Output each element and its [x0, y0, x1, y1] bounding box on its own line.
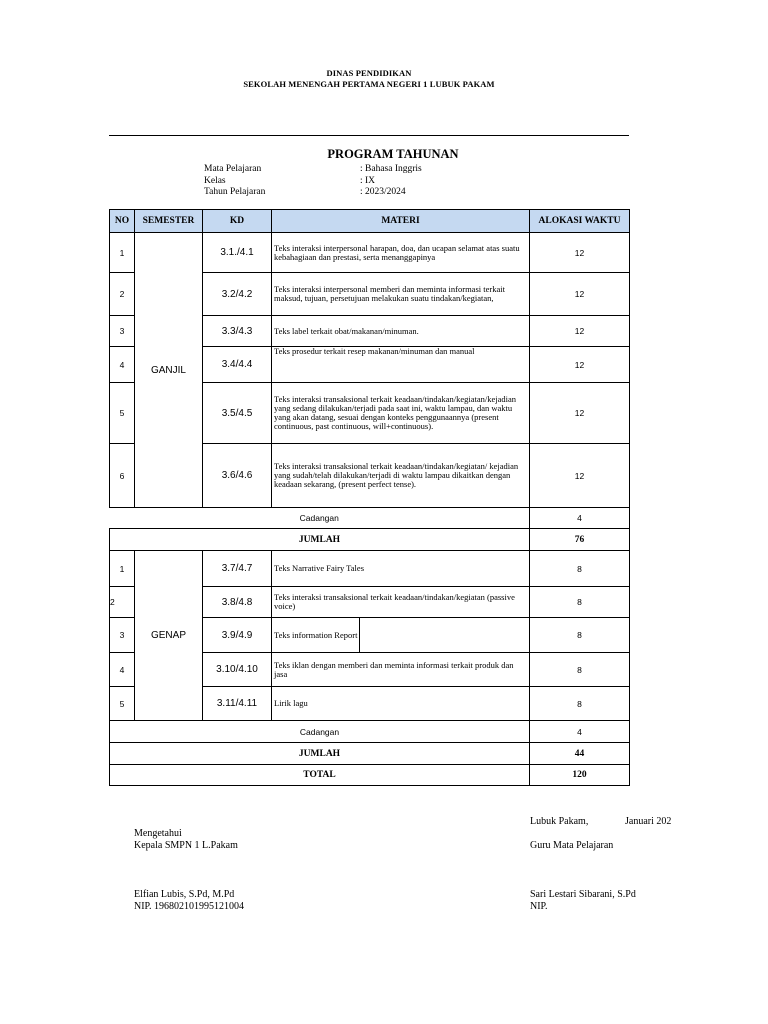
info-label-mapel: Mata Pelajaran	[204, 164, 262, 174]
row-materi: Teks interaksi interpersonal memberi dan meminta informasi terkait maksud, tujuan, persetujuan melakukan suatu tindakan/kegiatan,	[272, 273, 530, 316]
row-materi: Teks prosedur terkait resep makanan/minuman dan manual	[272, 347, 530, 383]
signature-right-name: Sari Lestari Sibarani, S.Pd	[530, 889, 636, 900]
row-no: 3	[110, 618, 135, 653]
row-alokasi: 8	[530, 587, 630, 618]
program-tahunan-table	[109, 209, 630, 786]
row-kd: 3.11/4.11	[203, 687, 272, 721]
info-value-mapel: : Bahasa Inggris	[360, 164, 422, 174]
signature-date: Januari 202	[625, 816, 672, 827]
jumlah-value: 44	[530, 743, 630, 765]
jumlah-row-ganjil	[110, 529, 630, 551]
row-kd: 3.10/4.10	[203, 653, 272, 687]
row-no: 1	[110, 233, 135, 273]
row-no: 4	[110, 347, 135, 383]
table-row	[110, 551, 630, 587]
row-alokasi: 8	[530, 653, 630, 687]
info-label-kelas: Kelas	[204, 176, 226, 186]
info-value-kelas: : IX	[360, 176, 376, 186]
row-no: 3	[110, 316, 135, 347]
jumlah-label: JUMLAH	[110, 743, 530, 765]
row-no: 2	[110, 273, 135, 316]
page-title: PROGRAM TAHUNAN	[327, 147, 459, 161]
table-header-row	[110, 210, 630, 233]
cadangan-label: Cadangan	[110, 508, 530, 529]
header-materi: MATERI	[272, 210, 530, 233]
row-kd: 3.6/4.6	[203, 444, 272, 508]
signature-right-line2: Guru Mata Pelajaran	[530, 840, 614, 851]
header-semester: SEMESTER	[135, 210, 203, 233]
header-school: SEKOLAH MENENGAH PERTAMA NEGERI 1 LUBUK PAKAM	[243, 79, 495, 89]
semester-genap: GENAP	[135, 551, 203, 721]
row-alokasi: 12	[530, 444, 630, 508]
row-alokasi: 8	[530, 687, 630, 721]
row-alokasi: 8	[530, 551, 630, 587]
cadangan-row-ganjil	[110, 508, 630, 529]
row-alokasi: 12	[530, 316, 630, 347]
header-alokasi: ALOKASI WAKTU	[530, 210, 630, 233]
row-materi-text: Teks information Report	[274, 629, 358, 640]
row-materi	[272, 618, 530, 653]
jumlah-value: 76	[530, 529, 630, 551]
jumlah-label: JUMLAH	[110, 529, 530, 551]
row-no: 5	[110, 383, 135, 444]
semester-ganjil: GANJIL	[135, 233, 203, 508]
signature-left-nip: NIP. 196802101995121004	[134, 901, 245, 912]
cell-divider	[359, 618, 360, 652]
row-kd: 3.5/4.5	[203, 383, 272, 444]
total-label: TOTAL	[110, 765, 530, 786]
row-no: 4	[110, 653, 135, 687]
row-kd: 3.2/4.2	[203, 273, 272, 316]
row-kd: 3.4/4.4	[203, 347, 272, 383]
row-kd: 3.1./4.1	[203, 233, 272, 273]
jumlah-row-genap	[110, 743, 630, 765]
row-materi: Lirik lagu	[272, 687, 530, 721]
row-materi: Teks interaksi transaksional terkait keadaan/tindakan/kegiatan/ kejadian yang sudah/telah dilakukan/terjadi di waktu lampau dikaitkan dengan keadaan sekarang, (present perfect tense).	[272, 444, 530, 508]
header-no: NO	[110, 210, 135, 233]
row-kd: 3.3/4.3	[203, 316, 272, 347]
row-materi: Teks label terkait obat/makanan/minuman.	[272, 316, 530, 347]
row-no: 1	[110, 551, 135, 587]
row-materi: Teks interaksi transaksional terkait keadaan/tindakan/kegiatan/kejadian yang sedang dilakukan/terjadi pada saat ini, waktu lampau, dan waktu yang akan datang, sesuai dengan konteks penggunaannya (present continuous, past continuous, will+continuous).	[272, 383, 530, 444]
row-alokasi: 12	[530, 383, 630, 444]
signature-left-name: Elfian Lubis, S.Pd, M.Pd	[134, 889, 235, 900]
signature-left-line2: Kepala SMPN 1 L.Pakam	[134, 840, 238, 851]
row-kd: 3.7/4.7	[203, 551, 272, 587]
signature-place: Lubuk Pakam,	[530, 816, 589, 827]
row-alokasi: 12	[530, 273, 630, 316]
row-no: 2	[110, 587, 135, 618]
row-materi: Teks interaksi transaksional terkait keadaan/tindakan/kegiatan (passive voice)	[272, 587, 530, 618]
row-no: 5	[110, 687, 135, 721]
info-label-tahun: Tahun Pelajaran	[204, 187, 266, 197]
row-alokasi: 12	[530, 233, 630, 273]
cadangan-value: 4	[530, 508, 630, 529]
row-alokasi: 8	[530, 618, 630, 653]
table-row	[110, 233, 630, 273]
header-kd: KD	[203, 210, 272, 233]
total-value: 120	[530, 765, 630, 786]
signature-right-nip: NIP.	[530, 901, 548, 912]
info-value-tahun: : 2023/2024	[360, 187, 406, 197]
row-materi: Teks iklan dengan memberi dan meminta informasi terkait produk dan jasa	[272, 653, 530, 687]
row-no: 6	[110, 444, 135, 508]
cadangan-value: 4	[530, 721, 630, 743]
row-alokasi: 12	[530, 347, 630, 383]
row-kd: 3.9/4.9	[203, 618, 272, 653]
row-materi: Teks Narrative Fairy Tales	[272, 551, 530, 587]
cadangan-label: Cadangan	[110, 721, 530, 743]
header-divider	[109, 135, 629, 136]
header-dinas: DINAS PENDIDIKAN	[326, 68, 412, 78]
row-kd: 3.8/4.8	[203, 587, 272, 618]
total-row	[110, 765, 630, 786]
signature-left-line1: Mengetahui	[134, 828, 182, 839]
cadangan-row-genap	[110, 721, 630, 743]
row-materi: Teks interaksi interpersonal harapan, doa, dan ucapan selamat atas suatu kebahagiaan dan prestasi, serta menanggapinya	[272, 233, 530, 273]
